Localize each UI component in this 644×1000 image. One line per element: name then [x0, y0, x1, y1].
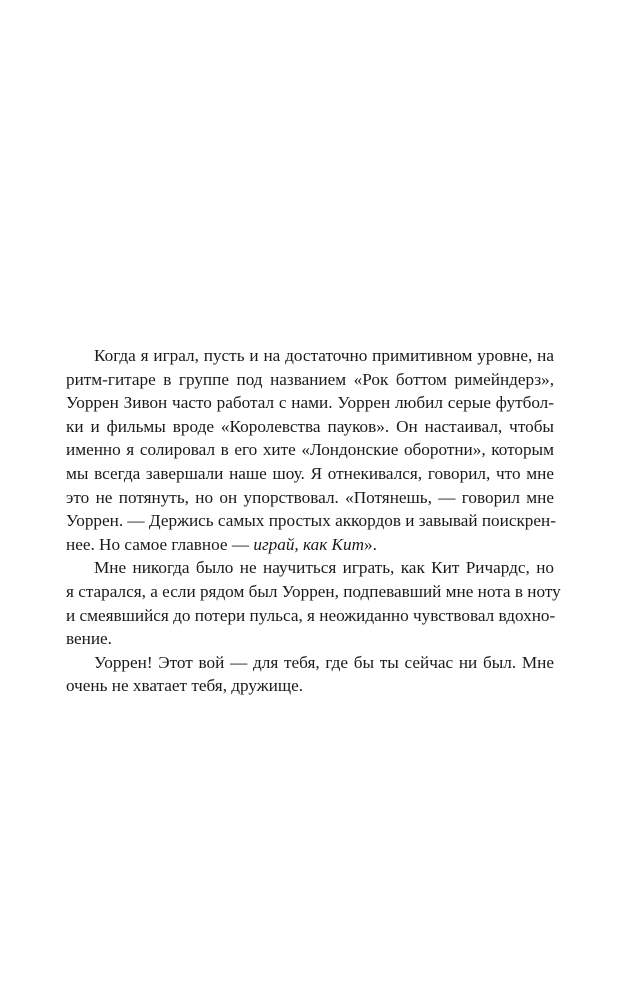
text-line: [66, 651, 554, 675]
text-line: [66, 368, 554, 392]
text-line: [66, 533, 554, 557]
paragraph: [66, 556, 561, 650]
text-line: [66, 604, 554, 628]
text-segment: нее. Но самое главное —: [66, 534, 254, 554]
text-segment: я старался, а если рядом был Уоррен, подпевавший мне нота в ноту: [66, 581, 561, 601]
text-line: [66, 580, 561, 604]
text-segment: это не потянуть, но он упорствовал. «Потянешь, — говорил мне: [66, 487, 554, 507]
body-text: [66, 344, 561, 698]
text-line: [66, 438, 554, 462]
text-segment: вение.: [66, 629, 112, 649]
text-segment: ».: [363, 534, 377, 554]
text-segment: мы всегда завершали наше шоу. Я отнекивался, говорил, что мне: [66, 463, 554, 483]
text-line: [66, 391, 554, 415]
text-segment: ки и фильмы вроде «Королевства пауков». Он настаивал, чтобы: [66, 416, 554, 436]
text-segment: именно я солировал в его хите «Лондонские оборотни», которым: [66, 440, 554, 460]
text-line: [66, 509, 554, 533]
text-segment: Уоррен! Этот вой — для тебя, где бы ты сейчас ни был. Мне: [94, 652, 554, 672]
text-line: [66, 462, 554, 486]
text-line: [66, 556, 554, 580]
text-line: [66, 486, 554, 510]
text-segment: Уоррен. — Держись самых простых аккордов и завывай поискрен-: [66, 511, 556, 531]
paragraph: [66, 344, 554, 556]
text-line: [66, 674, 554, 698]
text-line: [66, 344, 554, 368]
italic-text: играй, как Кит: [253, 534, 364, 554]
text-line: [66, 415, 554, 439]
text-segment: Уоррен Зивон часто работал с нами. Уоррен любил серые футбол-: [66, 393, 554, 413]
text-segment: очень не хватает тебя, дружище.: [66, 676, 303, 696]
text-line: [66, 627, 554, 651]
text-segment: ритм-гитаре в группе под названием «Рок боттом римейндерз»,: [66, 369, 554, 389]
text-segment: Мне никогда было не научиться играть, как Кит Ричардс, но: [94, 558, 554, 578]
text-segment: Когда я играл, пусть и на достаточно примитивном уровне, на: [94, 346, 554, 365]
text-segment: и смеявшийся до потери пульса, я неожиданно чувствовал вдохно-: [66, 605, 556, 625]
paragraph: [66, 651, 554, 698]
